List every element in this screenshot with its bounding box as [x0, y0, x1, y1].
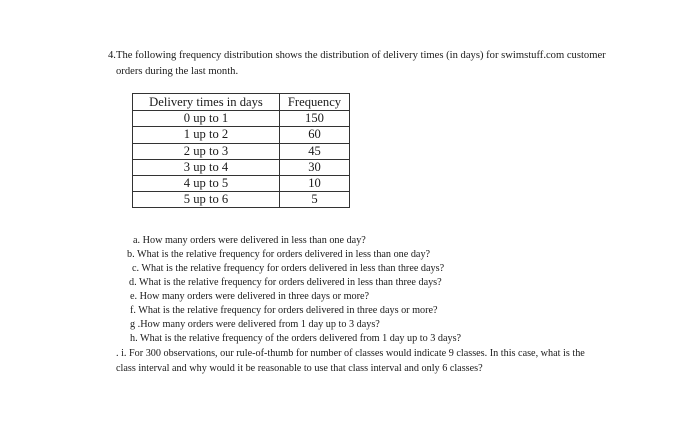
cell-interval: 4 up to 5 — [133, 176, 280, 192]
problem-statement — [108, 48, 616, 80]
cell-interval: 3 up to 4 — [133, 159, 280, 175]
cell-interval: 5 up to 6 — [133, 192, 280, 208]
table-row — [133, 159, 350, 175]
header-delivery-times: Delivery times in days — [133, 94, 280, 111]
cell-frequency: 5 — [280, 192, 350, 208]
question-a: a. How many orders were delivered in less than one day? — [133, 235, 366, 246]
table-row — [133, 143, 350, 159]
table-row — [133, 127, 350, 143]
problem-number: 4. — [108, 50, 116, 61]
cell-frequency: 10 — [280, 176, 350, 192]
header-frequency: Frequency — [280, 94, 350, 111]
cell-interval: 0 up to 1 — [133, 111, 280, 127]
question-h: h. What is the relative frequency of the orders delivered from 1 day up to 3 days? — [130, 333, 462, 344]
table-row — [133, 111, 350, 127]
cell-interval: 1 up to 2 — [133, 127, 280, 143]
problem-intro: The following frequency distribution shows the distribution of delivery times (in days) for swimstuff.com customer orders during the last month. — [116, 50, 606, 77]
cell-interval: 2 up to 3 — [133, 143, 280, 159]
question-g: g .How many orders were delivered from 1 day up to 3 days? — [130, 319, 380, 330]
question-c: c. What is the relative frequency for orders delivered in less than three days? — [132, 263, 445, 274]
cell-frequency: 60 — [280, 127, 350, 143]
question-b: b. What is the relative frequency for orders delivered in less than one day? — [127, 249, 431, 260]
frequency-table — [132, 93, 350, 208]
table-row — [133, 192, 350, 208]
question-e: e. How many orders were delivered in three days or more? — [130, 291, 370, 302]
table-row — [133, 176, 350, 192]
question-f: f. What is the relative frequency for orders delivered in three days or more? — [130, 305, 438, 316]
question-d: d. What is the relative frequency for orders delivered in less than three days? — [129, 277, 442, 288]
cell-frequency: 150 — [280, 111, 350, 127]
table-header-row — [133, 94, 350, 111]
question-i: . i. For 300 observations, our rule-of-thumb for number of classes would indicate 9 classes. In this case, what is the class interval and why would it be reasonable to use that class interval and only 6 classes? — [116, 348, 585, 374]
cell-frequency: 30 — [280, 159, 350, 175]
cell-frequency: 45 — [280, 143, 350, 159]
